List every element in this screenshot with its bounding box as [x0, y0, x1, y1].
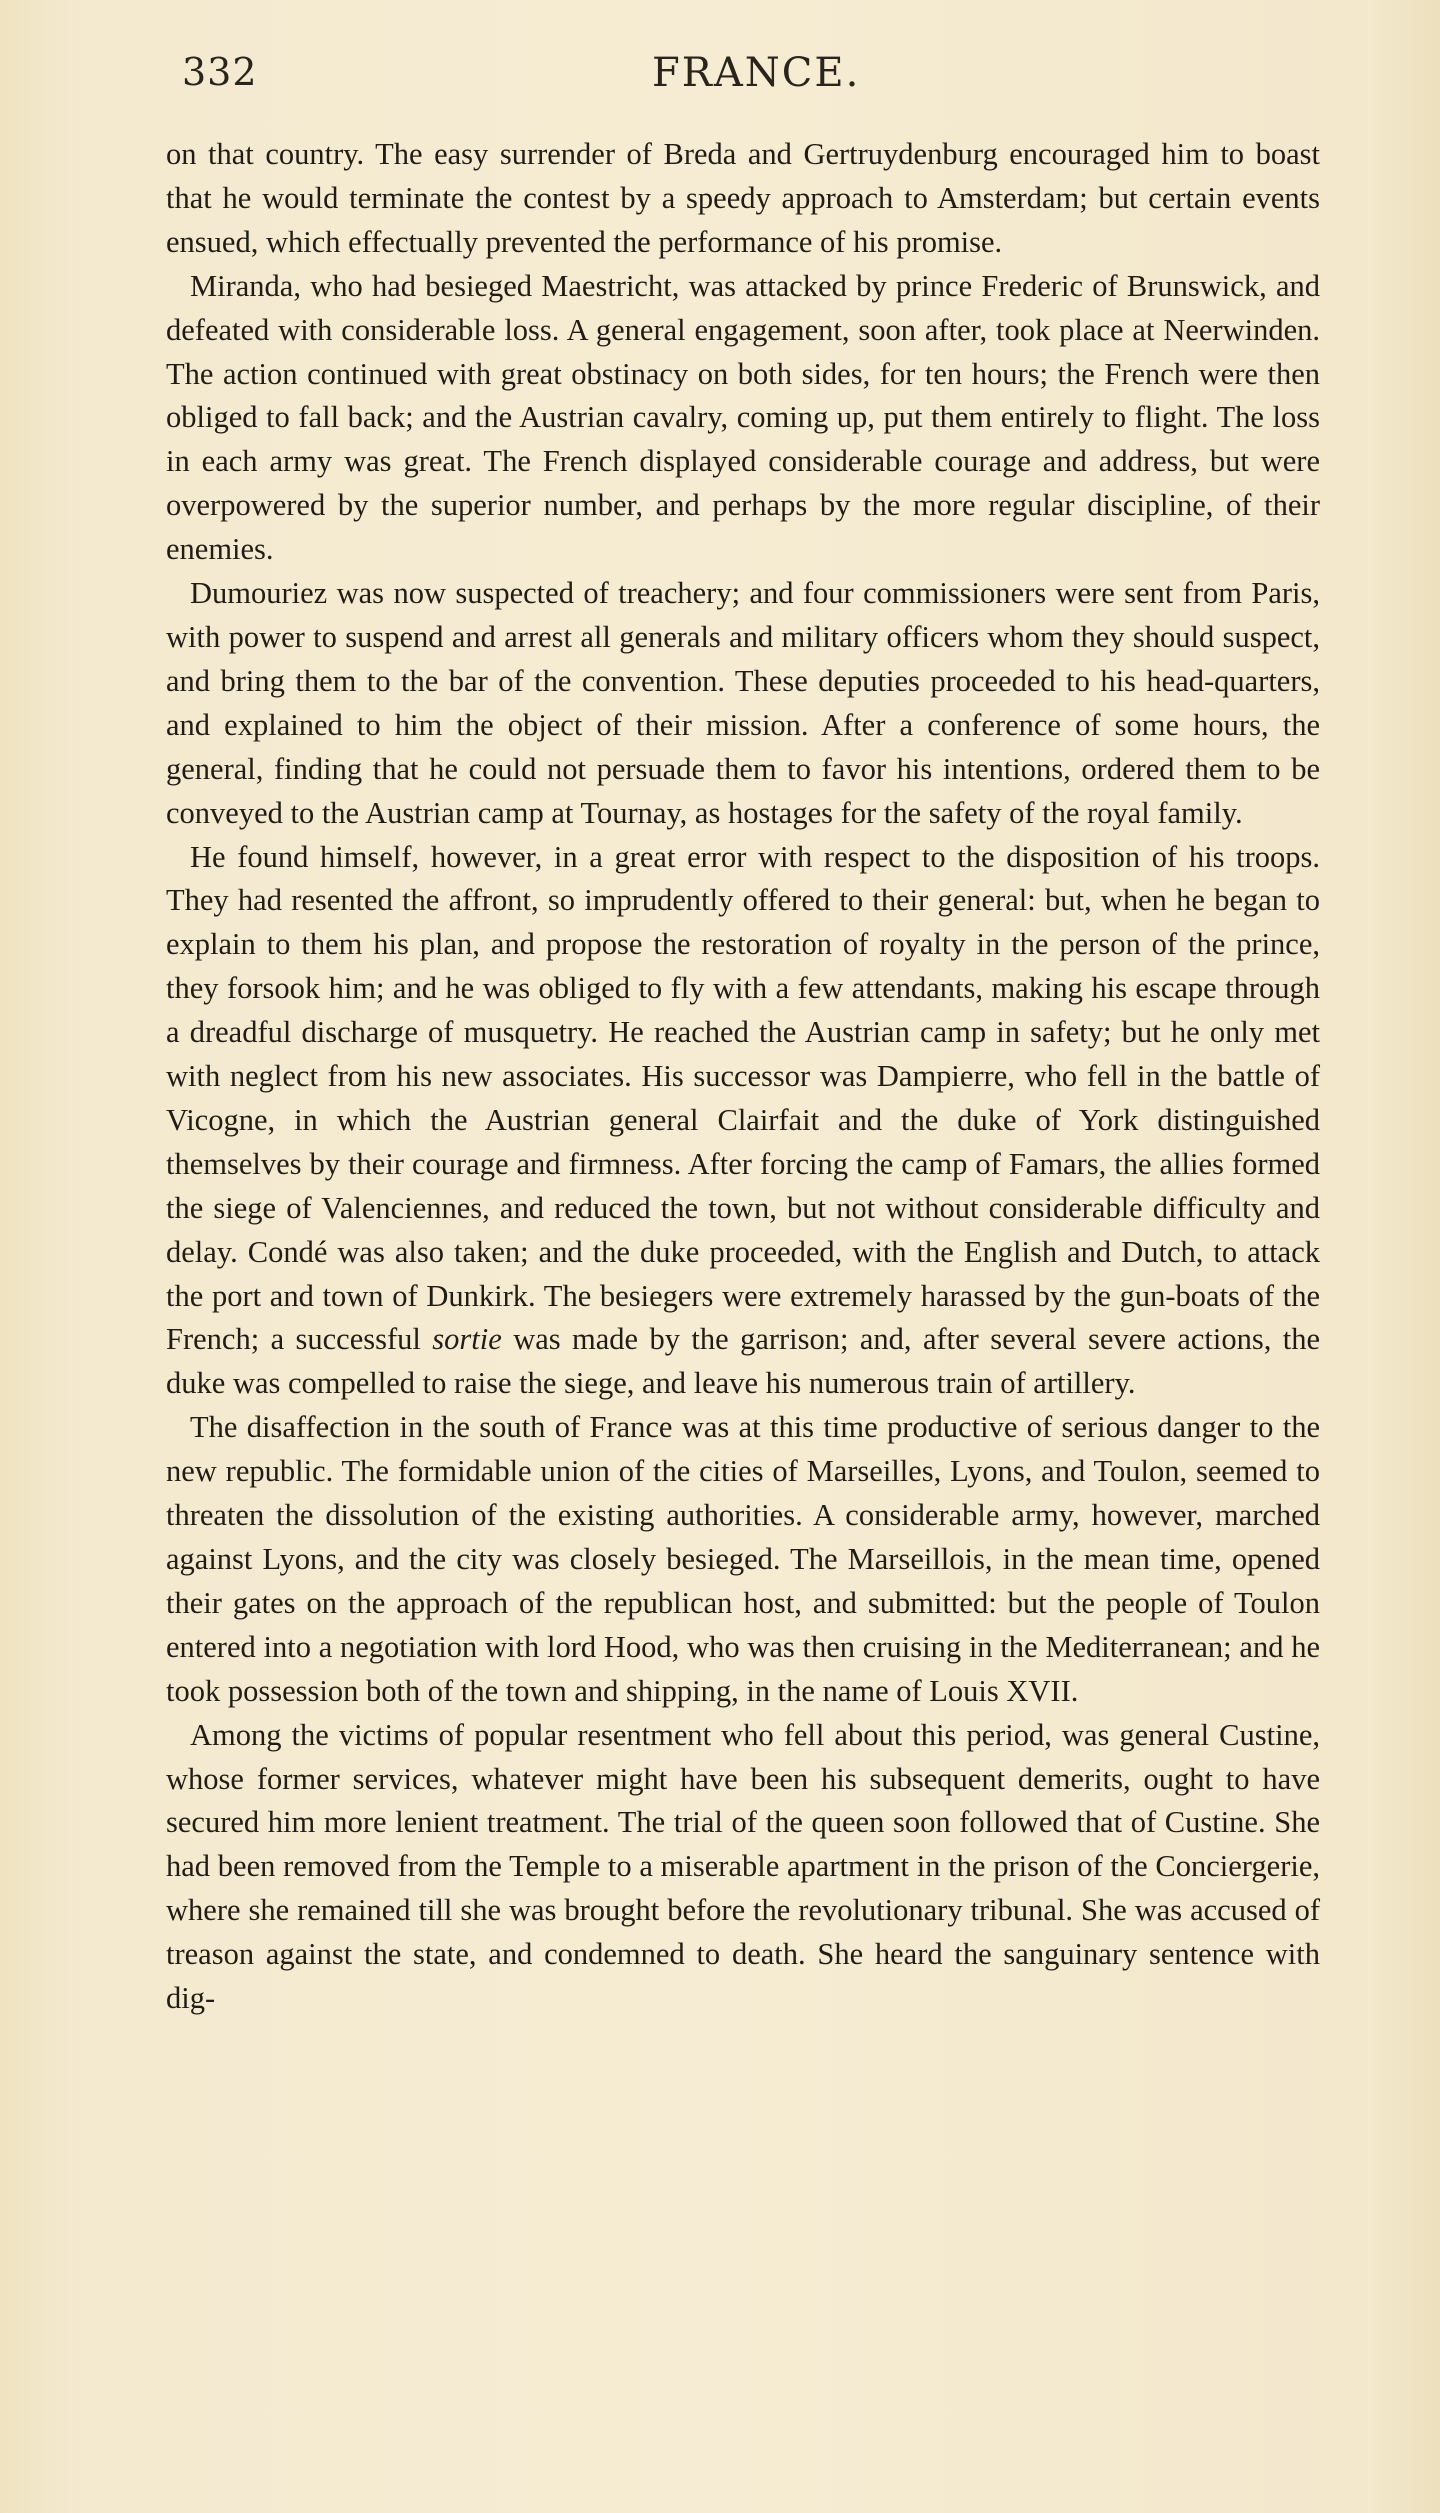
body-text — [166, 133, 1320, 2021]
paragraph-4-text-after: was made by the garrison; and, after several severe actions, the duke was compelled to raise the siege, and leave his numerous train of artillery. — [166, 1322, 1321, 1401]
paragraph-4 — [166, 836, 1320, 1407]
page-header — [182, 50, 1320, 100]
page-number: 332 — [182, 50, 258, 94]
running-head: FRANCE. — [652, 50, 861, 96]
paragraph-4-text-before: He found himself, however, in a great error with respect to the disposition of his troops. They had resented the affront, so imprudently offered to their general: but, when he began to explain to them his plan, and propose the restoration of royalty in the person of the prince, they forsook him; and he was obliged to fly with a few attendants, making his escape through a dreadful discharge of musquetry. He reached the Austrian camp in safety; but he only met with neglect from his new associates. His successor was Dampierre, who fell in the battle of Vicogne, in which the Austrian general Clairfait and the duke of York distinguished themselves by their courage and firmness. After forcing the camp of Famars, the allies formed the siege of Valenciennes, and reduced the town, but not without considerable difficulty and delay. Condé was also taken; and the duke proceeded, with the English and Dutch, to attack the port and town of Dunkirk. The besiegers were extremely harassed by the gun-boats of the French; a successful — [166, 839, 1320, 1357]
paragraph-1: on that country. The easy surrender of Breda and Gertruydenburg encouraged him to boast that he would terminate the contest by a speedy approach to Amsterdam; but certain events ensued, which effectually prevented the performance of his promise. — [166, 137, 1320, 259]
paragraph-2: Miranda, who had besieged Maestricht, was attacked by prince Frederic of Brunswick, and defeated with considerable loss. A general engagement, soon after, took place at Neerwinden. The action continued with great obstinacy on both sides, for ten hours; the French were then obliged to fall back; and the Austrian cavalry, coming up, put them entirely to flight. The loss in each army was great. The French displayed considerable courage and address, but were overpowered by the superior number, and perhaps by the more regular discipline, of their enemies. — [166, 268, 1320, 567]
paragraph-3: Dumouriez was now suspected of treachery; and four commissioners were sent from Paris, with power to suspend and arrest all generals and military officers whom they should suspect, and bring them to the bar of the convention. These deputies proceeded to his head-quarters, and explained to him the object of their mission. After a conference of some hours, the general, finding that he could not persuade them to favor his intentions, ordered them to be conveyed to the Austrian camp at Tournay, as hostages for the safety of the royal family. — [166, 576, 1320, 830]
paragraph-5: The disaffection in the south of France was at this time productive of serious danger to the new republic. The formidable union of the cities of Marseilles, Lyons, and Toulon, seemed to threaten the dissolution of the existing authorities. A considerable army, however, marched against Lyons, and the city was closely besieged. The Marseillois, in the mean time, opened their gates on the approach of the republican host, and submitted: but the people of Toulon entered into a negotiation with lord Hood, who was then cruising in the Mediterranean; and he took possession both of the town and shipping, in the name of Louis XVII. — [166, 1410, 1320, 1708]
paragraph-4-italic-word: sortie — [432, 1322, 502, 1357]
paragraph-6: Among the victims of popular resentment who fell about this period, was general Custine, whose former services, whatever might have been his subsequent demerits, ought to have secured him more lenient treatment. The trial of the queen soon followed that of Custine. She had been removed from the Temple to a miserable apartment in the prison of the Conciergerie, where she remained till she was brought before the revolutionary tribunal. She was accused of treason against the state, and condemned to death. She heard the sanguinary sentence with dig- — [166, 1717, 1320, 2016]
